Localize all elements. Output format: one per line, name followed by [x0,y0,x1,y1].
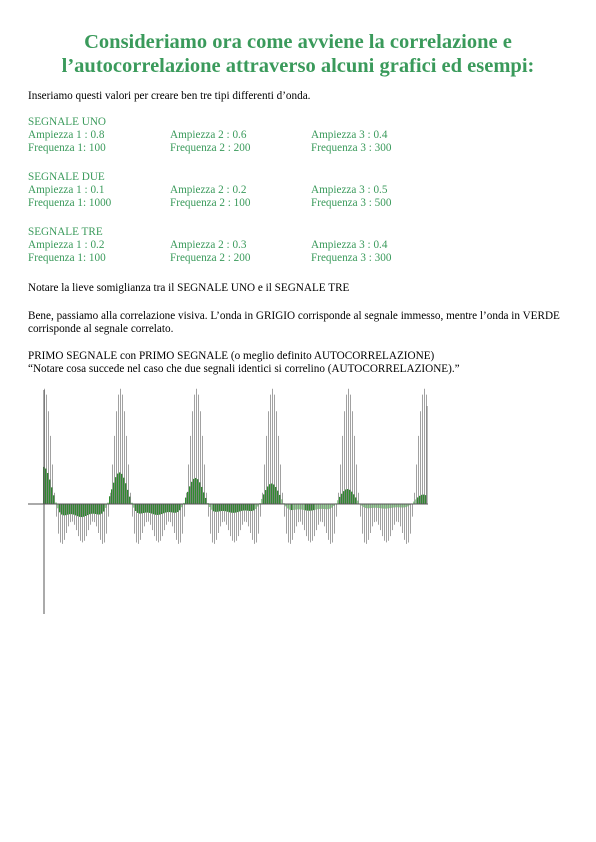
signal-block-tre [28,226,392,265]
amplitude-1: Ampiezza 1 : 0.1 [28,184,105,196]
page-title [20,30,576,78]
signal-name: SEGNALE TRE [28,226,103,238]
input-wave [45,389,427,544]
amplitude-1: Ampiezza 1 : 0.8 [28,129,105,141]
frequency-1: Frequenza 1: 100 [28,142,106,154]
frequency-1: Frequenza 1: 100 [28,252,106,264]
example-caption [28,350,568,376]
amplitude-3: Ampiezza 3 : 0.4 [311,239,388,251]
amplitude-2: Ampiezza 2 : 0.3 [170,239,247,251]
amplitude-row [28,129,388,142]
intro-text: Inseriamo questi valori per creare ben tre tipi differenti d’onda. [28,90,311,102]
frequency-2: Frequenza 2 : 200 [170,142,251,154]
frequency-3: Frequenza 3 : 300 [311,252,392,264]
frequency-3: Frequenza 3 : 500 [311,197,392,209]
frequency-3: Frequenza 3 : 300 [311,142,392,154]
title-line-2: l’autocorrelazione attraverso alcuni grafici ed esempi: [61,55,535,77]
frequency-row [28,252,392,265]
frequency-row [28,142,392,155]
signal-block-due [28,171,392,210]
amplitude-3: Ampiezza 3 : 0.5 [311,184,388,196]
frequency-row [28,197,392,210]
signal-name: SEGNALE UNO [28,116,106,128]
explanation-text: Bene, passiamo alla correlazione visiva. L’onda in GRIGIO corrisponde al segnale immesso, mentre l’onda in VERDE corrisponde al segnale correlato. [28,310,560,335]
amplitude-2: Ampiezza 2 : 0.6 [170,129,247,141]
frequency-2: Frequenza 2 : 100 [170,197,251,209]
signal-name: SEGNALE DUE [28,171,105,183]
similarity-note: Notare la lieve somiglianza tra il SEGNALE UNO e il SEGNALE TRE [28,282,350,294]
amplitude-2: Ampiezza 2 : 0.2 [170,184,247,196]
amplitude-3: Ampiezza 3 : 0.4 [311,129,388,141]
example-quote: “Notare cosa succede nel caso che due segnali identici si correlino (AUTOCORRELAZIONE).” [28,363,460,375]
signal-block-uno [28,116,392,155]
frequency-1: Frequenza 1: 1000 [28,197,112,209]
title-line-1: Consideriamo ora come avviene la correlazione e [84,31,512,53]
autocorrelation-waveform [20,388,432,616]
amplitude-row [28,184,388,197]
amplitude-1: Ampiezza 1 : 0.2 [28,239,105,251]
frequency-2: Frequenza 2 : 200 [170,252,251,264]
example-title: PRIMO SEGNALE con PRIMO SEGNALE (o meglio definito AUTOCORRELAZIONE) [28,350,435,362]
amplitude-row [28,239,388,252]
